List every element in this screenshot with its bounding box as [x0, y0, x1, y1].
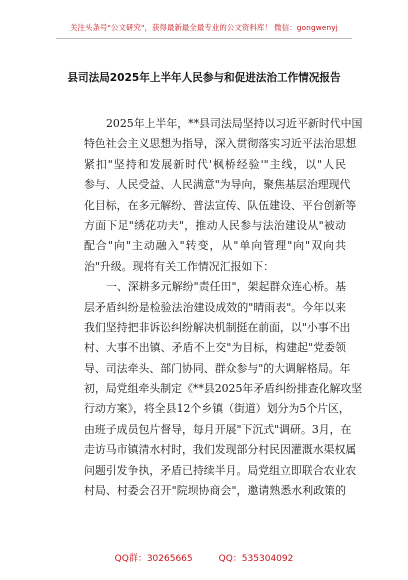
body-line: 问题引发争执，矛盾已持续半月。局党组立即联合农业农: [84, 463, 357, 477]
document-body: [84, 114, 363, 501]
body-line: 村、大事不出镇、矛盾不上交"为目标，构建起"党委领: [84, 341, 346, 355]
body-line: 配合"向"主动融入"转变，从"单向管理"向"双向共: [84, 239, 346, 253]
footer-qq-group: QQ群：30265665: [114, 554, 193, 564]
body-line: 行动方案》，将全县12个乡镇（街道）划分为5个片区，: [84, 402, 350, 416]
body-line: 2025年上半年，**县司法局坚持以习近平新时代中国: [106, 117, 363, 130]
header-divider: [56, 38, 352, 39]
body-line: 由班子成员包片督导，每月开展"下沉式"调研。3月，在: [84, 422, 352, 436]
body-line: 化目标，在多元解纷、普法宣传、队伍建设、平台创新等: [84, 198, 357, 212]
body-line: 走访马市镇清水村时，我们发现部分村民因灌溉水渠权属: [84, 443, 357, 457]
body-line: 治"升级。现将有关工作情况汇报如下：: [84, 259, 275, 273]
body-line: 一、深耕多元解纷"责任田"，架起群众连心桥。基: [106, 280, 346, 294]
footer-qq-number: QQ：535304092: [218, 554, 294, 564]
header-banner: 关注头条号"公文研究"，获得最新最全最专业的公文资料库！ 微信：gongwenyj: [70, 23, 338, 32]
document-title: 县司法局2025年上半年人民参与和促进法治工作情况报告: [67, 72, 341, 84]
body-line: 特色社会主义思想为指导，深入贯彻落实习近平法治思想: [84, 137, 357, 151]
body-line: 紧扣"坚持和发展新时代'枫桥经验'"主线，以"人民: [84, 157, 346, 171]
body-line: 村局、村委会召开"院坝协商会"，邀请熟悉水利政策的: [84, 484, 346, 498]
body-line: 我们坚持把非诉讼纠纷解决机制挺在前面，以"小事不出: [84, 320, 351, 334]
body-line: 层矛盾纠纷是检验法治建设成效的"晴雨表"。今年以来: [84, 300, 346, 314]
body-line: 方面下足"绣花功夫"，推动人民参与法治建设从"被动: [84, 218, 346, 232]
body-line: 初，局党组牵头制定《**县2025年矛盾纠纷排查化解攻坚: [84, 382, 363, 396]
footer-contact: [0, 551, 408, 564]
body-line: 导、司法牵头、部门协同、群众参与"的大调解格局。年: [84, 361, 351, 375]
body-line: 参与、人民受益、人民满意"为导向，聚焦基层治理现代: [84, 178, 351, 192]
